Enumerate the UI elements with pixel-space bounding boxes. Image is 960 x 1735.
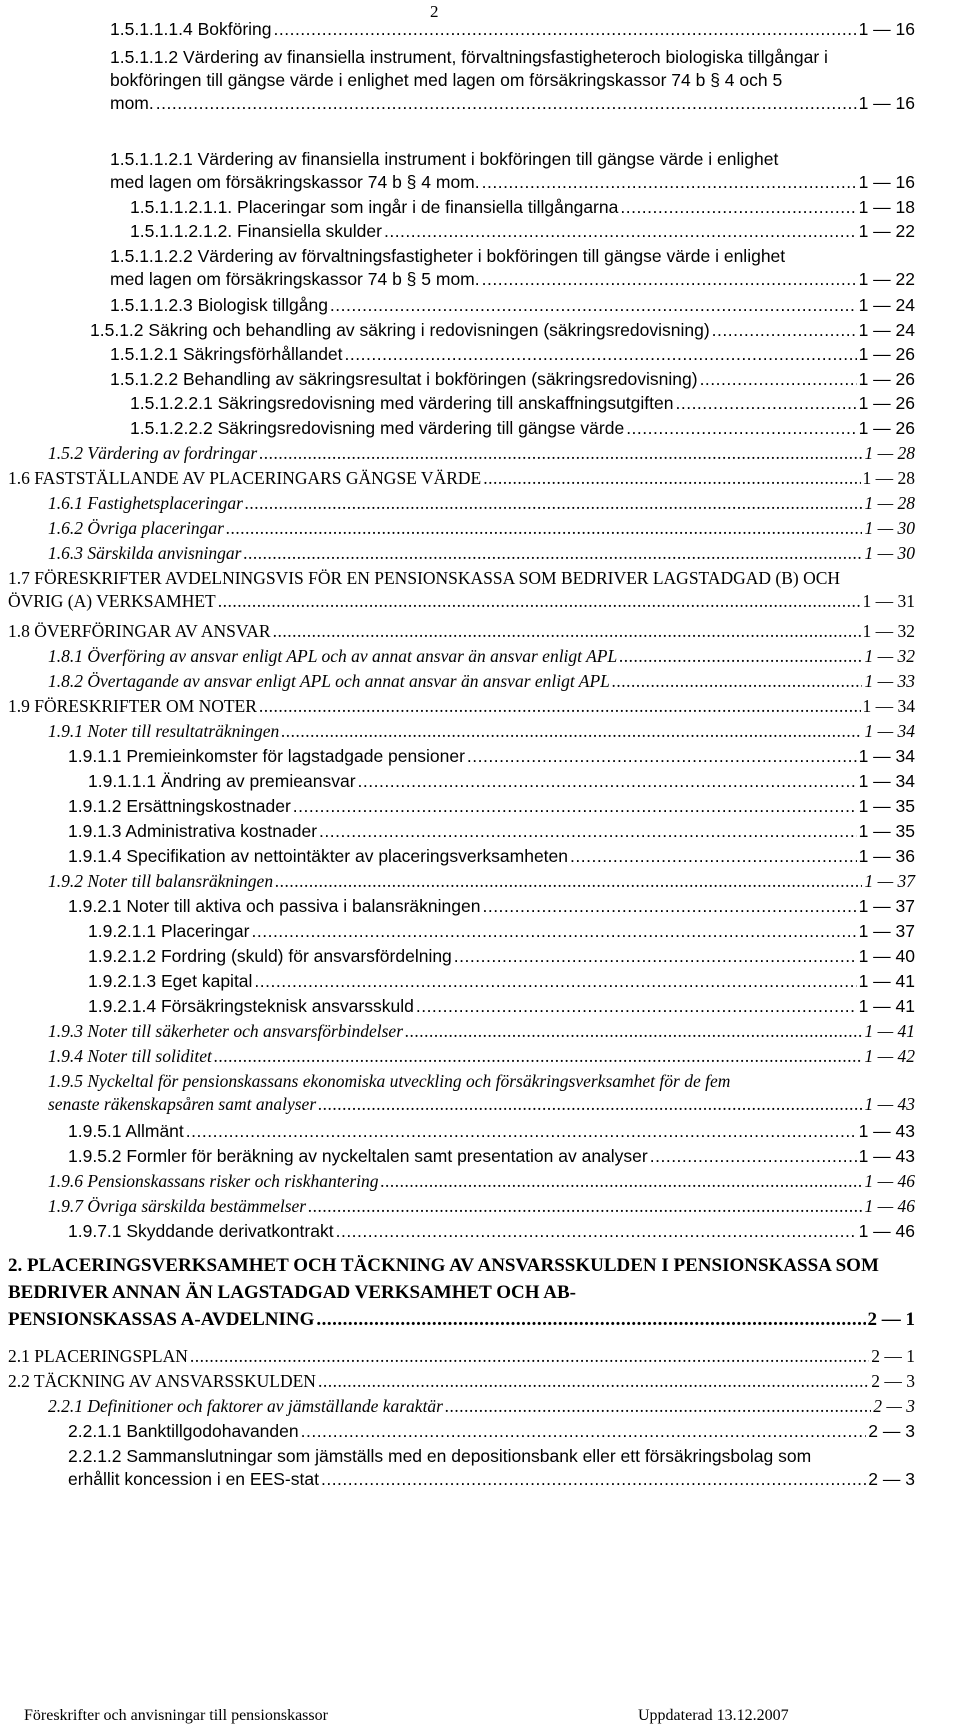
toc-entry-title: 1.9.1.2 Ersättningskostnader (68, 796, 291, 816)
toc-entry-title: 1.5.1.2 Säkring och behandling av säkring i redovisningen (säkringsredovisning) (90, 320, 710, 340)
toc-entry-title-start: 1.5.1.1.2.2 Värdering av förvaltningsfastigheter i bokföringen till gängse värde i enlighet (110, 246, 786, 266)
toc-entry-title: 1.9.2 Noter till balansräkningen (48, 871, 274, 891)
dot-leader (416, 995, 857, 1018)
toc-entry[interactable] (8, 567, 915, 613)
toc-entry[interactable] (68, 895, 915, 918)
toc-entry-page: 1 — 26 (858, 344, 915, 364)
toc-entry-page: 2 — 3 (868, 1421, 915, 1441)
dot-leader (226, 517, 862, 540)
toc-entry[interactable] (110, 343, 915, 366)
toc-entry-title: 1.5.1.1.1.4 Bokföring (110, 19, 272, 39)
dot-leader (301, 1420, 867, 1443)
toc-entry[interactable] (48, 492, 915, 515)
toc-entry-title: 1.5.1.1.2.1.1. Placeringar som ingår i de finansiella tillgångarna (130, 197, 619, 217)
dot-leader (319, 820, 857, 843)
dot-leader (482, 268, 857, 291)
toc-entry[interactable] (48, 645, 915, 668)
toc-entry[interactable] (68, 795, 915, 818)
toc-entry-title: 2.2 TÄCKNING AV ANSVARSSKULDEN (8, 1371, 316, 1391)
dot-leader (190, 1345, 869, 1368)
toc-entry-title-start: 1.7 FÖRESKRIFTER AVDELNINGSVIS FÖR EN PENSIONSKASSA SOM BEDRIVER LAGSTADGAD (B) OCH (8, 568, 841, 588)
toc-entry-page: 2 — 1 (871, 1346, 915, 1366)
toc-entry[interactable] (88, 970, 915, 993)
toc-entry[interactable] (110, 148, 915, 194)
toc-entry[interactable] (48, 1045, 915, 1068)
toc-entry[interactable] (90, 319, 915, 342)
toc-entry[interactable] (8, 1370, 915, 1393)
toc-entry-page: 1 — 18 (858, 197, 915, 217)
dot-leader (712, 319, 857, 342)
dot-leader (626, 417, 856, 440)
toc-entry-page: 1 — 24 (858, 320, 915, 340)
toc-entry-page: 1 — 37 (858, 921, 915, 941)
toc-entry-title: 1.5.1.2.2.1 Säkringsredovisning med värdering till anskaffningsutgiften (130, 393, 674, 413)
toc-entry-page: 1 — 34 (862, 696, 915, 716)
toc-entry[interactable] (68, 1445, 915, 1491)
toc-entry-page: 2 — 3 (873, 1396, 915, 1416)
dot-leader (214, 1045, 863, 1068)
toc-entry-title: senaste räkenskapsåren samt analyser (48, 1094, 317, 1114)
toc-entry-page: 2 — 3 (871, 1371, 915, 1391)
dot-leader (252, 920, 857, 943)
toc-entry-page: 1 — 31 (862, 591, 915, 611)
dot-leader (330, 294, 857, 317)
toc-entry-title: PENSIONSKASSAS A-AVDELNING (8, 1309, 315, 1330)
toc-entry-title: 1.9 FÖRESKRIFTER OM NOTER (8, 696, 257, 716)
toc-entry-page: 1 — 43 (858, 1146, 915, 1166)
toc-entry-title: 1.9.7.1 Skyddande derivatkontrakt (68, 1221, 334, 1241)
toc-entry-page: 1 — 30 (864, 543, 915, 563)
toc-entry-title: ÖVRIG (A) VERKSAMHET (8, 591, 216, 611)
toc-entry[interactable] (8, 695, 915, 718)
toc-entry-title: 1.9.1.4 Specifikation av nettointäkter av placeringsverksamheten (68, 846, 569, 866)
toc-entry[interactable] (68, 1220, 915, 1243)
toc-entry-title: 1.9.5.1 Allmänt (68, 1121, 184, 1141)
toc-entry[interactable] (88, 920, 915, 943)
dot-leader (620, 196, 856, 219)
toc-entry[interactable] (8, 467, 915, 490)
toc-entry[interactable] (8, 620, 915, 643)
toc-entry[interactable] (48, 1170, 915, 1193)
toc-entry-title: erhållit koncession i en EES-stat (68, 1469, 319, 1489)
toc-entry-title: mom. (110, 93, 154, 113)
toc-entry-title: 1.9.2.1.2 Fordring (skuld) för ansvarsfördelning (88, 946, 452, 966)
dot-leader (675, 392, 856, 415)
toc-entry-title: 1.5.1.2.2 Behandling av säkringsresultat i bokföringen (säkringsredovisning) (110, 369, 698, 389)
dot-leader (308, 1195, 862, 1218)
toc-entry[interactable] (48, 442, 915, 465)
toc-entry-page: 1 — 40 (858, 946, 915, 966)
toc-entry-title: 1.9.6 Pensionskassans risker och riskhantering (48, 1171, 379, 1191)
dot-leader (156, 92, 857, 115)
toc-entry-page: 1 — 28 (864, 443, 915, 463)
toc-entry[interactable] (130, 220, 915, 243)
dot-leader (316, 1306, 865, 1333)
toc-entry-page: 1 — 46 (864, 1196, 915, 1216)
dot-leader (358, 770, 857, 793)
dot-leader (445, 1395, 871, 1418)
toc-entry-title: 1.9.2.1.3 Eget kapital (88, 971, 253, 991)
dot-leader (259, 695, 861, 718)
toc-entry-title: 1.9.7 Övriga särskilda bestämmelser (48, 1196, 307, 1216)
toc-entry[interactable] (68, 745, 915, 768)
dot-leader (218, 590, 861, 613)
footer-date: Uppdaterad 13.12.2007 (638, 1707, 789, 1724)
toc-entry-title: 1.6.2 Övriga placeringar (48, 518, 224, 538)
toc-entry-page: 1 — 41 (864, 1021, 915, 1041)
toc-entry-title: 2.2.1.1 Banktillgodohavanden (68, 1421, 299, 1441)
dot-leader (318, 1370, 869, 1393)
toc-entry-title: 2.1 PLACERINGSPLAN (8, 1346, 188, 1366)
toc-entry-page: 1 — 26 (858, 393, 915, 413)
toc-entry-page: 1 — 43 (864, 1094, 915, 1114)
toc-entry-page: 1 — 26 (858, 418, 915, 438)
toc-entry-page: 1 — 28 (864, 493, 915, 513)
dot-leader (650, 1145, 857, 1168)
dot-leader (483, 467, 860, 490)
toc-entry[interactable] (110, 18, 915, 41)
toc-entry-title: 1.9.1.3 Administrativa kostnader (68, 821, 318, 841)
toc-entry-page: 1 — 22 (858, 221, 915, 241)
toc-entry[interactable] (110, 46, 915, 115)
toc-entry-title-start: 1.5.1.1.2 Värdering av finansiella instrument, förvaltningsfastigheteroch biologiska tillgångar i bokföringen till gängse värde i enlighet med lagen om försäkringskassor 74 b § 4 och 5 (110, 47, 828, 90)
dot-leader (381, 1170, 863, 1193)
toc-entry[interactable] (68, 1420, 915, 1443)
toc-entry-title: 1.9.2.1.4 Försäkringsteknisk ansvarsskuld (88, 996, 414, 1016)
toc-entry-title: 2.2.1 Definitioner och faktorer av jämställande karaktär (48, 1396, 443, 1416)
toc-entry-title: 1.9.1.1 Premieinkomster för lagstadgade pensioner (68, 746, 465, 766)
toc-entry[interactable] (88, 995, 915, 1018)
toc-entry-page: 1 — 46 (864, 1171, 915, 1191)
dot-leader (336, 1220, 857, 1243)
toc-entry-page: 1 — 33 (864, 671, 915, 691)
toc-entry-title: 1.8.2 Övertagande av ansvar enligt APL och annat ansvar än ansvar enligt APL (48, 671, 610, 691)
dot-leader (467, 745, 857, 768)
toc-entry-title: 1.8.1 Överföring av ansvar enligt APL och av annat ansvar än ansvar enligt APL (48, 646, 618, 666)
toc-entry-page: 1 — 16 (858, 93, 915, 113)
dot-leader (405, 1020, 862, 1043)
toc-entry-page: 1 — 16 (858, 172, 915, 192)
toc-entry-page: 1 — 35 (858, 821, 915, 841)
dot-leader (245, 492, 863, 515)
toc-entry-title-start: 2.2.1.2 Sammanslutningar som jämställs med en depositionsbank eller ett försäkringsbolag som (68, 1446, 812, 1466)
dot-leader (570, 845, 857, 868)
toc-entry[interactable] (88, 770, 915, 793)
toc-entry-title: 1.8 ÖVERFÖRINGAR AV ANSVAR (8, 621, 271, 641)
toc-entry-page: 1 — 26 (858, 369, 915, 389)
dot-leader (259, 442, 862, 465)
toc-entry-page: 1 — 32 (862, 621, 915, 641)
toc-entry-title: 1.5.1.1.2.3 Biologisk tillgång (110, 295, 328, 315)
dot-leader (318, 1093, 862, 1116)
toc-entry-title: 1.5.2 Värdering av fordringar (48, 443, 258, 463)
toc-entry-title: 1.9.2.1 Noter till aktiva och passiva i balansräkningen (68, 896, 481, 916)
toc-entry-title: 1.9.4 Noter till soliditet (48, 1046, 212, 1066)
toc-entry-page: 1 — 42 (864, 1046, 915, 1066)
toc-entry-page: 1 — 16 (858, 19, 915, 39)
toc-entry[interactable] (68, 845, 915, 868)
toc-entry[interactable] (68, 1145, 915, 1168)
toc-entry-page: 1 — 32 (864, 646, 915, 666)
toc-entry-page: 2 — 1 (867, 1309, 915, 1330)
toc-entry[interactable] (48, 870, 915, 893)
toc-entry-title: 1.9.5.2 Formler för beräkning av nyckeltalen samt presentation av analyser (68, 1146, 648, 1166)
dot-leader (454, 945, 857, 968)
dot-leader (186, 1120, 857, 1143)
dot-leader (612, 670, 863, 693)
toc-entry-page: 1 — 24 (858, 295, 915, 315)
toc-entry-page: 1 — 35 (858, 796, 915, 816)
toc-entry[interactable] (130, 196, 915, 219)
dot-leader (254, 970, 856, 993)
toc-entry-title: 1.5.1.2.2.2 Säkringsredovisning med värdering till gängse värde (130, 418, 625, 438)
toc-entry-title: med lagen om försäkringskassor 74 b § 4 mom. (110, 172, 480, 192)
toc-entry-title: 1.9.2.1.1 Placeringar (88, 921, 250, 941)
dot-leader (293, 795, 857, 818)
toc-entry-title: 1.9.3 Noter till säkerheter och ansvarsförbindelser (48, 1021, 403, 1041)
toc-entry[interactable] (48, 517, 915, 540)
dot-leader (274, 18, 857, 41)
toc-entry[interactable] (110, 368, 915, 391)
dot-leader (273, 620, 861, 643)
toc-entry-title: 1.9.1 Noter till resultaträkningen (48, 721, 280, 741)
dot-leader (700, 368, 857, 391)
toc-entry-page: 1 — 46 (858, 1221, 915, 1241)
toc-entry[interactable] (8, 1345, 915, 1368)
dot-leader (243, 542, 862, 565)
toc-entry[interactable] (88, 945, 915, 968)
toc-entry-page: 1 — 36 (858, 846, 915, 866)
dot-leader (482, 171, 857, 194)
toc-entry[interactable] (68, 1120, 915, 1143)
toc-entry-page: 1 — 34 (858, 746, 915, 766)
toc-entry[interactable] (110, 245, 915, 291)
dot-leader (345, 343, 857, 366)
dot-leader (281, 720, 862, 743)
toc-entry-page: 2 — 3 (868, 1469, 915, 1489)
toc-entry-page: 1 — 28 (862, 468, 915, 488)
toc-entry-title: 1.6 FASTSTÄLLANDE AV PLACERINGARS GÄNGSE VÄRDE (8, 468, 482, 488)
toc-entry[interactable] (48, 1195, 915, 1218)
toc-entry[interactable] (48, 720, 915, 743)
dot-leader (321, 1468, 866, 1491)
toc-entry-page: 1 — 22 (858, 269, 915, 289)
toc-entry-page: 1 — 34 (858, 771, 915, 791)
dot-leader (482, 895, 856, 918)
toc-entry[interactable] (130, 392, 915, 415)
toc-entry[interactable] (8, 1252, 915, 1333)
toc-entry-title: 1.5.1.2.1 Säkringsförhållandet (110, 344, 343, 364)
page-number: 2 (430, 2, 439, 21)
toc-entry-page: 1 — 43 (858, 1121, 915, 1141)
toc-entry-page: 1 — 37 (858, 896, 915, 916)
dot-leader (619, 645, 862, 668)
toc-entry-title-start: 1.9.5 Nyckeltal för pensionskassans ekonomiska utveckling och försäkringsverksamhet för de fem (48, 1071, 731, 1091)
footer-title: Föreskrifter och anvisningar till pensionskassor (24, 1707, 328, 1724)
toc-entry[interactable] (48, 670, 915, 693)
toc-entry-title: 1.9.1.1.1 Ändring av premieansvar (88, 771, 356, 791)
toc-entry[interactable] (130, 417, 915, 440)
toc-entry[interactable] (110, 294, 915, 317)
toc-entry-title: 1.6.3 Särskilda anvisningar (48, 543, 242, 563)
toc-entry[interactable] (48, 1020, 915, 1043)
dot-leader (384, 220, 857, 243)
toc-entry-title-start: 1.5.1.1.2.1 Värdering av finansiella instrument i bokföringen till gängse värde i enlighet (110, 149, 779, 169)
toc-entry[interactable] (48, 542, 915, 565)
toc-entry[interactable] (48, 1070, 915, 1116)
toc-entry-page: 1 — 37 (864, 871, 915, 891)
toc-entry[interactable] (48, 1395, 915, 1418)
toc-entry-title: 1.6.1 Fastighetsplaceringar (48, 493, 243, 513)
toc-entry-title: med lagen om försäkringskassor 74 b § 5 mom. (110, 269, 480, 289)
toc-entry-page: 1 — 34 (864, 721, 915, 741)
toc-entry-page: 1 — 30 (864, 518, 915, 538)
toc-entry-title-start: 2. PLACERINGSVERKSAMHET OCH TÄCKNING AV ANSVARSSKULDEN I PENSIONSKASSA SOM BEDRIVER ANNAN ÄN LAGSTADGAD VERKSAMHET OCH AB- (8, 1255, 879, 1303)
toc-entry-title: 1.5.1.1.2.1.2. Finansiella skulder (130, 221, 382, 241)
toc-entry-page: 1 — 41 (858, 971, 915, 991)
dot-leader (275, 870, 862, 893)
toc-entry-page: 1 — 41 (858, 996, 915, 1016)
toc-entry[interactable] (68, 820, 915, 843)
